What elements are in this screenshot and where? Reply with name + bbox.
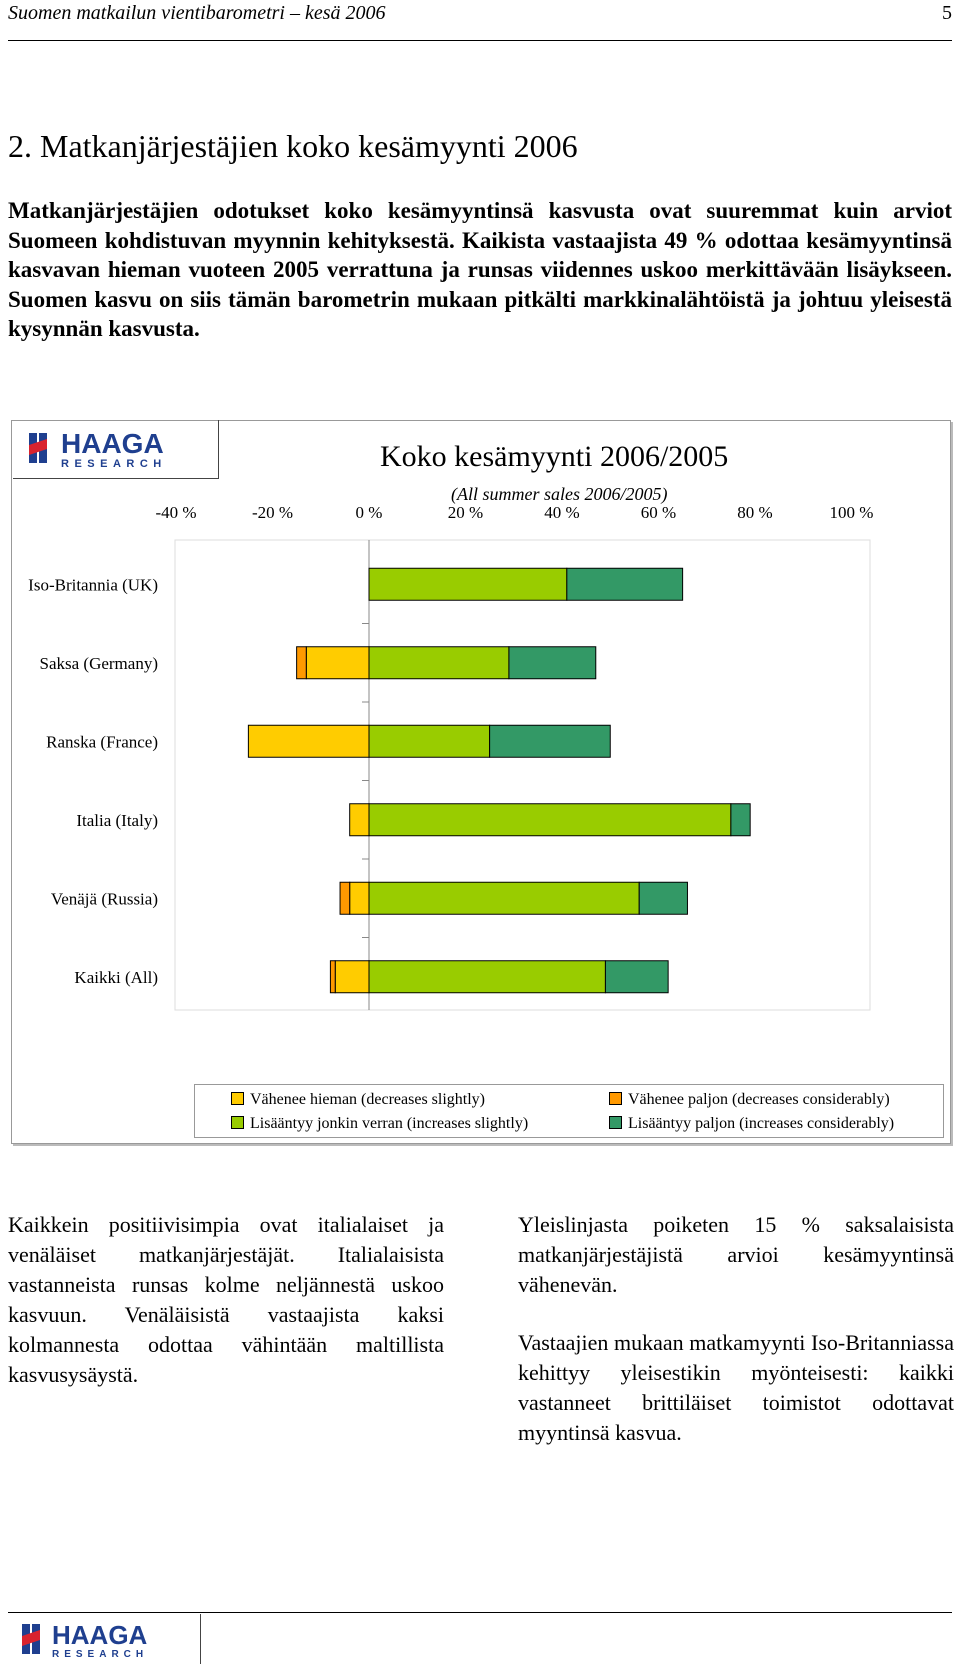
plot-area bbox=[175, 540, 870, 1010]
category-label: Venäjä (Russia) bbox=[50, 889, 158, 909]
legend-item-decreases-considerably bbox=[609, 1091, 890, 1109]
x-tick-label: 60 % bbox=[640, 503, 677, 522]
svg-text:HAAGA: HAAGA bbox=[52, 1620, 148, 1650]
bar-segment bbox=[490, 725, 611, 757]
body-paragraph: Vastaajien mukaan matkamyynti Iso-Britanniassa kehittyy yleisestikin myönteisesti: kaikki vastanneet brittiläiset toimistot odottavat myyntinsä kasvua. bbox=[518, 1330, 954, 1445]
legend-item-decreases-slightly bbox=[231, 1091, 485, 1109]
bar-segment bbox=[369, 725, 490, 757]
chart-title: Koko kesämyynti 2006/2005 bbox=[380, 440, 729, 473]
svg-text:RESEARCH: RESEARCH bbox=[52, 1649, 149, 1660]
legend-item-increases-considerably bbox=[609, 1115, 894, 1133]
x-tick-label: -40 % bbox=[155, 503, 197, 522]
chart-legend bbox=[194, 1084, 944, 1138]
lead-paragraph: Matkanjärjestäjien odotukset koko kesämyyntinsä kasvusta ovat suuremmat kuin arviot Suomeen kohdistuvan myynnin kehityksestä. Kaikista vastaajista 49 % odottaa kesämyyntinsä kasvavan hieman vuoteen 2005 verrattuna ja runsas viidennes uskoo merkittävään lisäykseen. Suomen kasvu on siis tämän barometrin mukaan pitkälti markkinalähtöistä ja johtuu yleisestä kysynnän kasvusta. bbox=[8, 198, 952, 341]
body-paragraph: Kaikkein positiivisimpia ovat italialaiset ja venäläiset matkanjärjestäjät. Italialaisista vastanneista runsas kolme neljännestä uskoo kasvuun. Venäläisistä vastaajista kaksi kolmannesta odottaa vähintään maltillista kasvusysäystä. bbox=[8, 1212, 444, 1387]
bar-segment bbox=[369, 647, 509, 679]
bar-segment bbox=[639, 882, 687, 914]
legend-swatch bbox=[609, 1092, 622, 1105]
legend-swatch bbox=[231, 1116, 244, 1129]
x-tick-label: 20 % bbox=[447, 503, 484, 522]
section-title: 2. Matkanjärjestäjien koko kesämyynti 2006 bbox=[8, 128, 578, 164]
bar-segment bbox=[297, 647, 307, 679]
footer-rule bbox=[8, 1612, 952, 1613]
chart-subtitle: (All summer sales 2006/2005) bbox=[451, 484, 668, 504]
bar-segment bbox=[605, 961, 668, 993]
legend-label: Lisääntyy jonkin verran (increases slightly) bbox=[250, 1115, 529, 1132]
category-label: Kaikki (All) bbox=[74, 967, 158, 987]
bar-segment bbox=[369, 961, 605, 993]
legend-item-increases-slightly bbox=[231, 1115, 528, 1133]
svg-text:RESEARCH: RESEARCH bbox=[61, 458, 167, 470]
x-tick-label: -20 % bbox=[251, 503, 294, 522]
bar-segment bbox=[248, 725, 369, 757]
haaga-logo-icon bbox=[8, 1614, 200, 1664]
footer-logo bbox=[8, 1614, 201, 1664]
bar-segment bbox=[369, 882, 639, 914]
header-title: Suomen matkailun vientibarometri – kesä 2006 bbox=[8, 2, 386, 24]
page-number: 5 bbox=[942, 2, 952, 24]
bar-segment bbox=[509, 647, 596, 679]
legend-label: Vähenee paljon (decreases considerably) bbox=[628, 1091, 890, 1108]
bar-segment bbox=[340, 882, 350, 914]
bar-segment bbox=[567, 568, 683, 600]
x-tick-label: 0 % bbox=[355, 503, 383, 522]
bar-segment bbox=[731, 804, 750, 836]
x-tick-label: 40 % bbox=[544, 503, 580, 522]
x-tick-label: 100 % bbox=[829, 503, 874, 522]
legend-swatch bbox=[609, 1116, 622, 1129]
body-paragraph: Yleislinjasta poiketen 15 % saksalaisista matkanjärjestäjistä arvioi kesämyyntinsä vähenevän. bbox=[518, 1212, 954, 1297]
category-label: Ranska (France) bbox=[46, 732, 158, 752]
bar-segment bbox=[369, 804, 731, 836]
category-label: Saksa (Germany) bbox=[39, 653, 158, 673]
category-label: Italia (Italy) bbox=[76, 810, 158, 830]
bar-segment bbox=[369, 568, 567, 600]
legend-swatch bbox=[231, 1092, 244, 1105]
bar-segment bbox=[335, 961, 369, 993]
x-tick-label: 80 % bbox=[737, 503, 773, 522]
bar-segment bbox=[350, 882, 369, 914]
bar-segment bbox=[306, 647, 369, 679]
bar-segment bbox=[350, 804, 369, 836]
legend-label: Vähenee hieman (decreases slightly) bbox=[250, 1091, 486, 1108]
legend-label: Lisääntyy paljon (increases considerably) bbox=[628, 1115, 895, 1132]
category-label: Iso-Britannia (UK) bbox=[28, 575, 158, 595]
body-column-right bbox=[518, 1210, 954, 1476]
svg-text:HAAGA: HAAGA bbox=[61, 428, 164, 459]
body-column-left bbox=[8, 1210, 444, 1418]
bar-segment bbox=[330, 961, 335, 993]
